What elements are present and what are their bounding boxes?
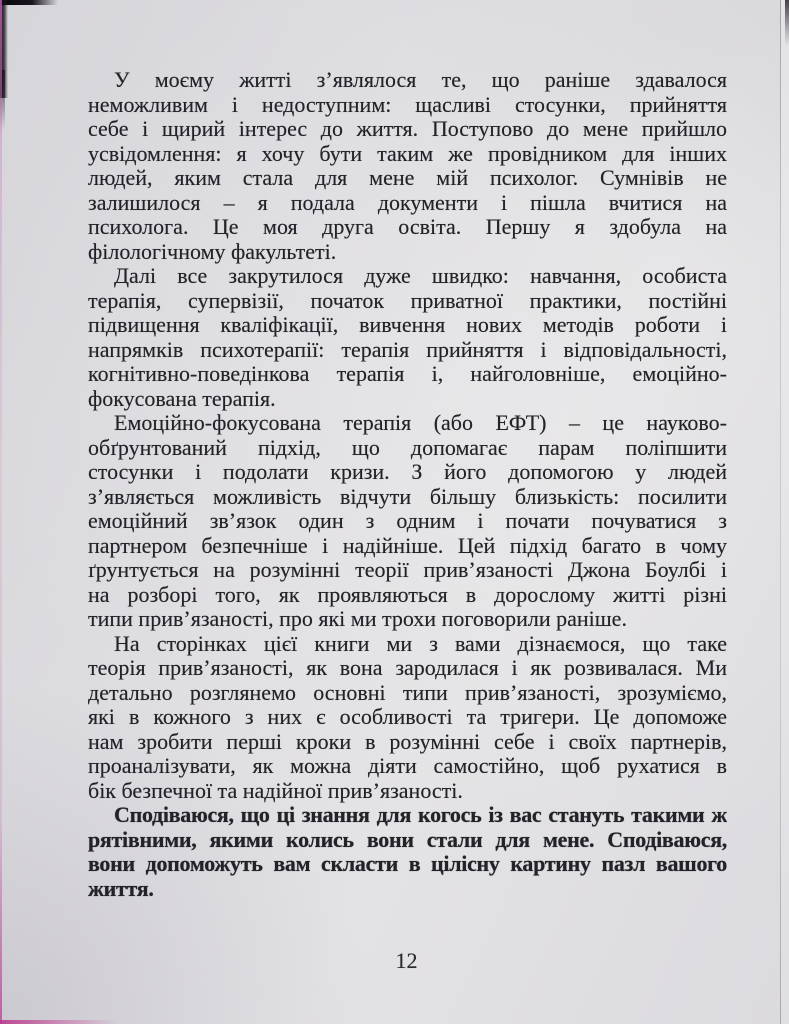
text-line: з’являється можливість відчути більшу близькість: посилити	[88, 484, 727, 509]
paragraph	[88, 411, 727, 632]
text-line: напрямків психотерапії: терапія прийняття і відповідальності,	[88, 337, 727, 362]
text-line: Сподіваюся, що ці знання для когось із вас стануть такими ж	[114, 803, 727, 827]
text-line: терапія, супервізії, початок приватної практики, постійні	[88, 288, 727, 313]
text-line: на розборі того, як проявляються в дорослому житті різні	[88, 582, 727, 607]
text-line: бік безпечної та надійної прив’язаності.	[88, 778, 463, 803]
text-line: фокусована терапія.	[88, 386, 276, 411]
page-text	[88, 68, 727, 901]
text-line: життя.	[88, 876, 154, 901]
text-line: людей, яким стала для мене мій психолог. Сумнівів не	[88, 166, 727, 190]
text-line: когнітивно-поведінкова терапія і, найголовніше, емоційно-	[88, 362, 727, 386]
text-line: Емоційно-фокусована терапія (або ЕФТ) – це науково-	[114, 411, 727, 435]
text-line: У моєму житті з’являлося те, що раніше здавалося	[114, 68, 727, 92]
text-line: партнером безпечніше і надійніше. Цей підхід багато в чому	[88, 533, 727, 558]
text-line: філологічному факультеті.	[88, 239, 337, 264]
text-line: детально розглянемо основні типи прив’язаності, зрозуміємо,	[88, 680, 727, 705]
text-line: стосунки і подолати кризи. З його допомогою у людей	[88, 460, 727, 484]
text-line: На сторінках цієї книги ми з вами дізнаємося, що таке	[114, 631, 727, 656]
paragraph	[88, 264, 727, 411]
scan-edge-top-dark	[0, 0, 58, 5]
text-line: проаналізувати, як можна діяти самостійно, щоб рухатися в	[88, 754, 727, 778]
text-line: підвищення кваліфікації, вивчення нових методів роботи і	[88, 313, 727, 337]
text-line: рятівними, якими колись вони стали для мене. Сподіваюся,	[88, 827, 727, 852]
text-line: емоційний зв’язок один з одним і почати почуватися з	[88, 509, 727, 533]
text-line: типи прив’язаності, про які ми трохи поговорили раніше.	[88, 607, 627, 631]
text-line: залишилося – я подала документи і пішла вчитися на	[88, 190, 727, 215]
page-number: 12	[395, 948, 418, 973]
text-line: ґрунтується на розумінні теорії прив’язаності Джона Боулбі і	[88, 558, 727, 582]
scan-edge-right-dark	[785, 0, 789, 46]
text-line: себе і щирий інтерес до життя. Поступово до мене прийшло	[88, 117, 727, 141]
scan-edge-left-magenta	[0, 0, 2, 1024]
text-line: усвідомлення: я хочу бути таким же провідником для інших	[88, 141, 727, 166]
text-line: які в кожного з них є особливості та тригери. Це допоможе	[88, 705, 727, 729]
text-line: теорія прив’язаності, як вона зародилася і як розвивалася. Ми	[88, 656, 727, 680]
paragraph	[88, 803, 727, 901]
text-line: обґрунтований підхід, що допомагає парам поліпшити	[88, 435, 727, 460]
text-line: неможливим і недоступним: щасливі стосунки, прийняття	[88, 92, 727, 117]
page-right-margin-shade	[781, 0, 789, 1024]
text-line: психолога. Це моя друга освіта. Першу я здобула на	[88, 215, 727, 239]
text-line: вони допоможуть вам скласти в цілісну картину пазл вашого	[88, 852, 727, 876]
text-line: Далі все закрутилося дуже швидко: навчання, особиста	[114, 264, 727, 288]
text-line: нам зробити перші кроки в розумінні себе і своїх партнерів,	[88, 729, 727, 754]
page-crease-line	[780, 0, 781, 1024]
paragraph	[88, 632, 727, 804]
paragraph	[88, 68, 727, 264]
scan-edge-bottom-magenta	[0, 1020, 118, 1024]
